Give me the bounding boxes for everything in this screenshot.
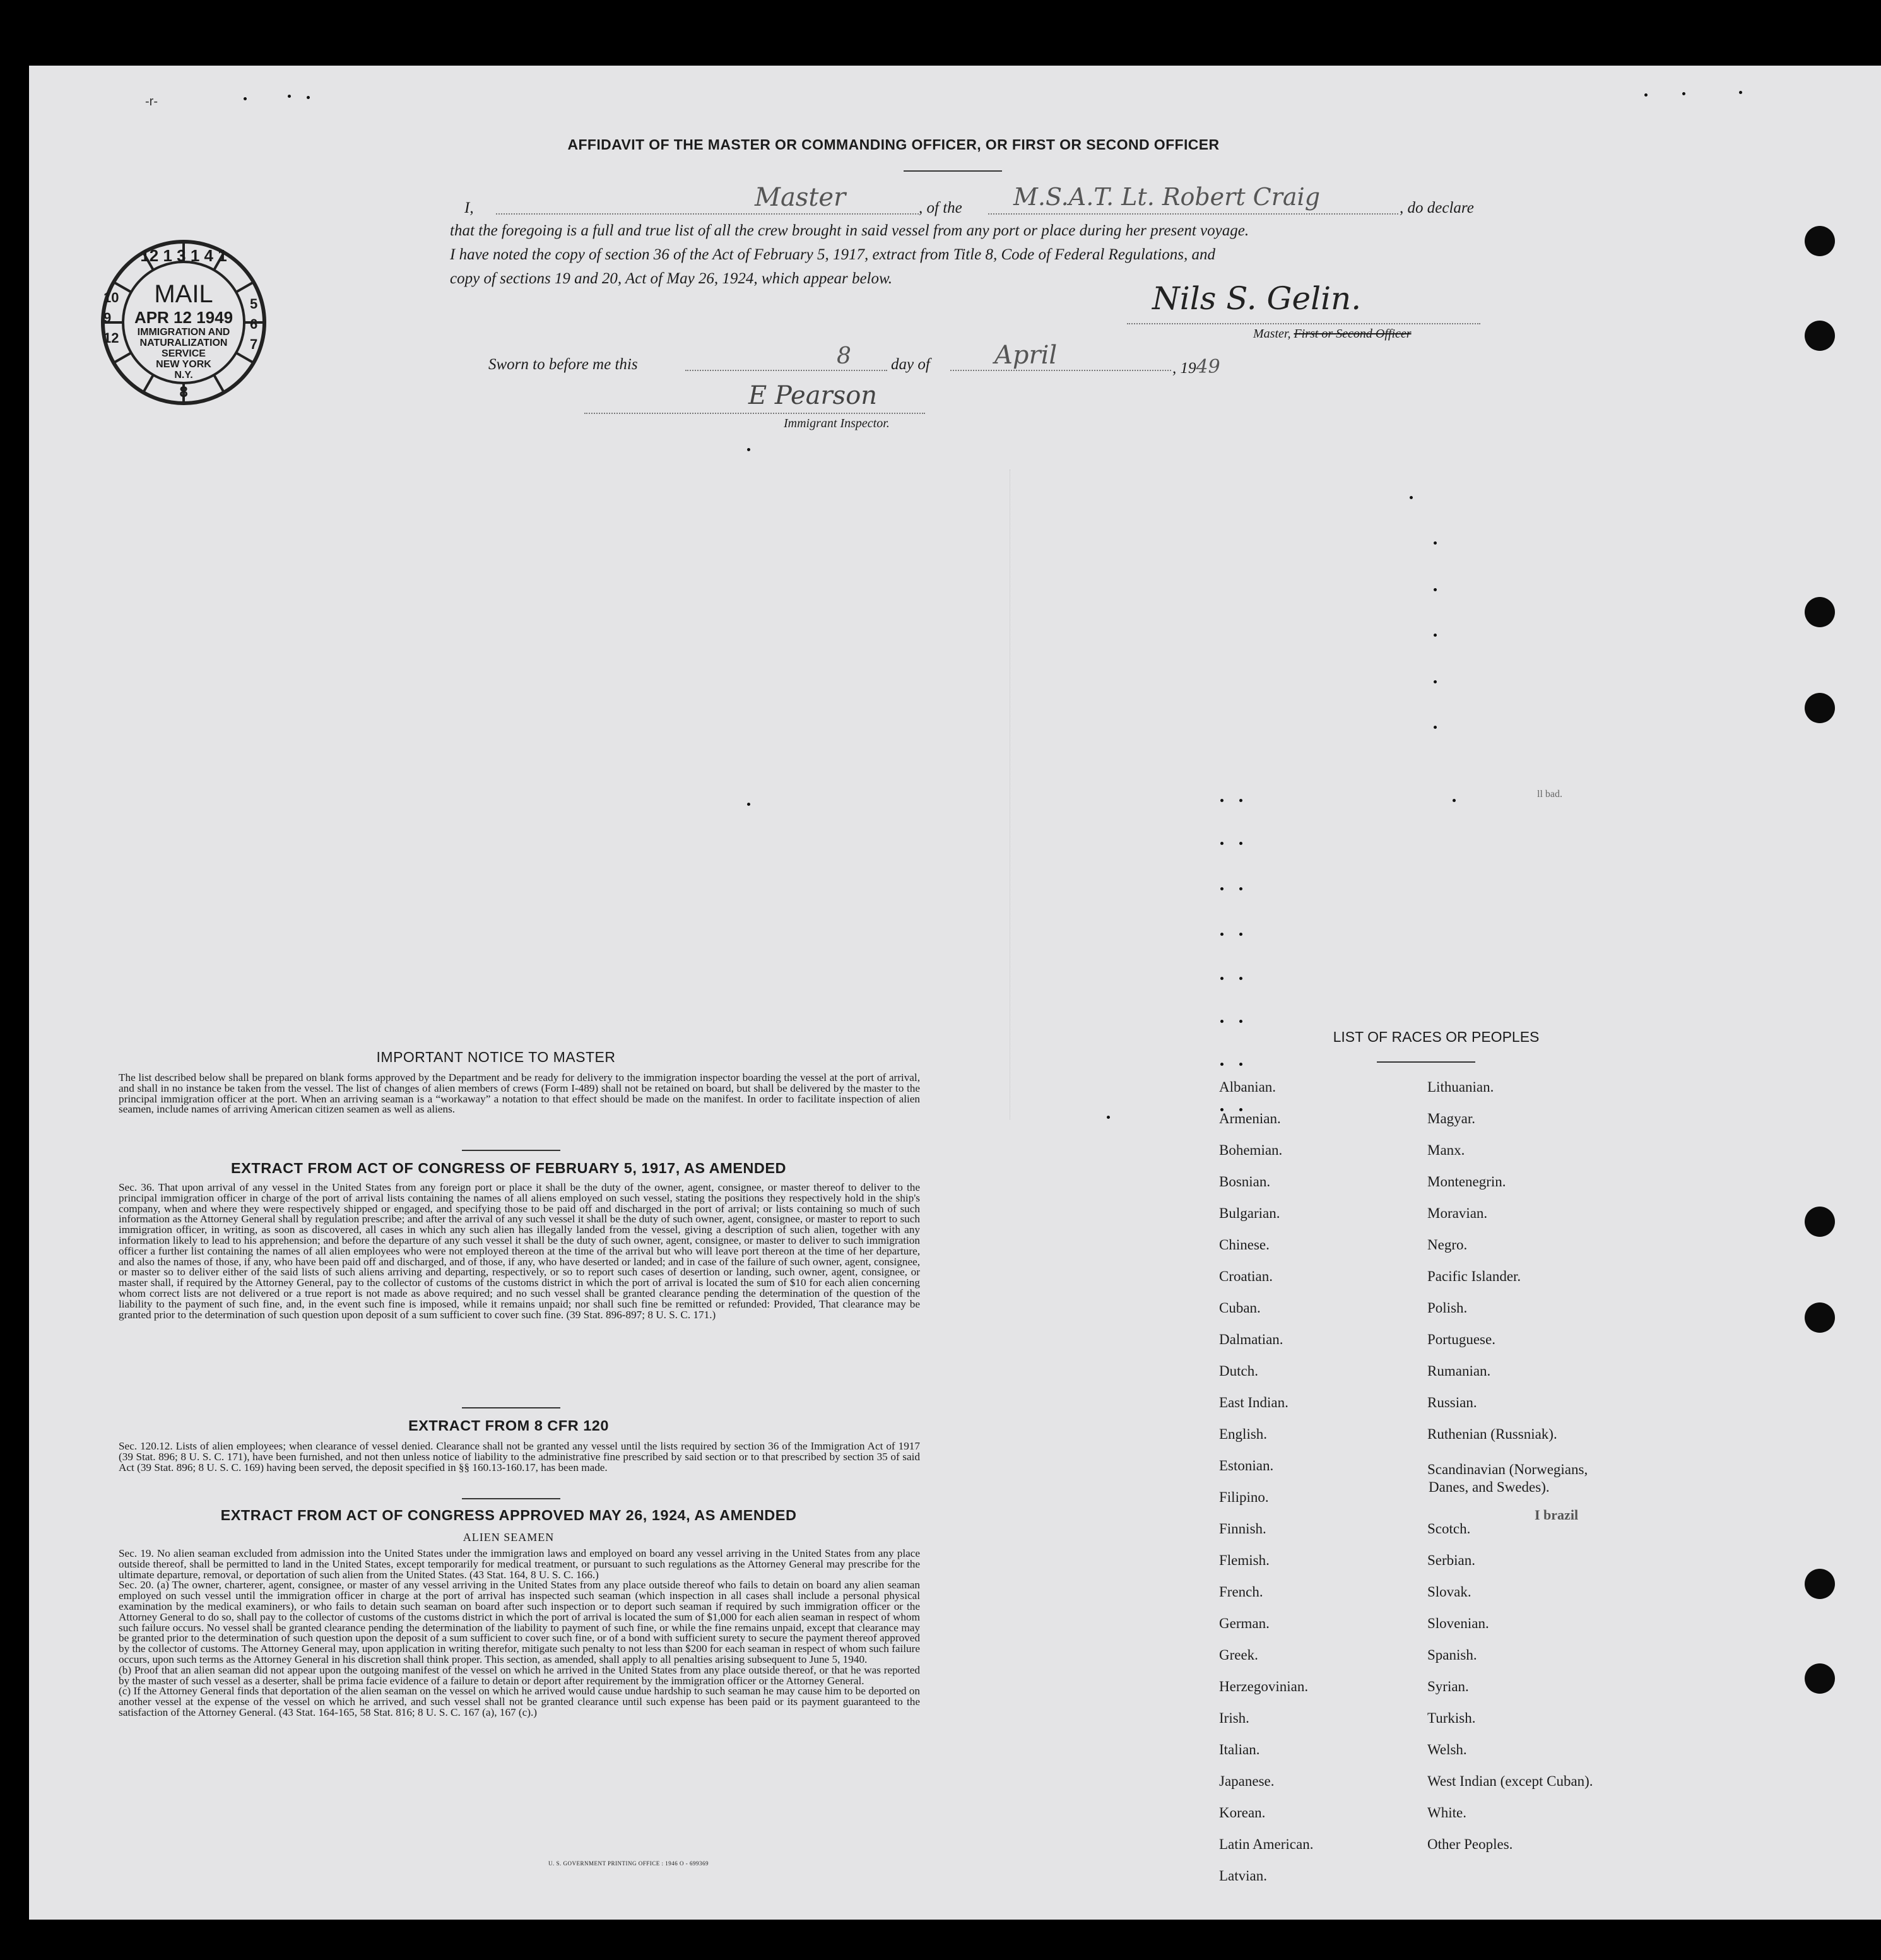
race-item: White. (1427, 1805, 1466, 1821)
speck (1682, 92, 1685, 95)
sec19-text: Sec. 19. No alien seaman excluded from admission into the United States under the immigration laws and employed on board any vessel arriving in the United States from any place outside thereof, shall be permitted to land in the United States, except temporarily for medical treatment, or pursuant to such regulations as the Attorney General may prescribe for the ultimate departure, removal, or deportation of such alien from the United States. (43 Stat. 164, 8 U. S. C. 166.) (119, 1547, 920, 1581)
punch-hole (1805, 1207, 1835, 1237)
speck (1107, 1116, 1110, 1119)
race-item: Slovak. (1427, 1584, 1471, 1600)
stamp-line4: NATURALIZATION (139, 338, 228, 348)
race-item: Russian. (1427, 1395, 1477, 1410)
race-item: French. (1219, 1584, 1263, 1600)
extract-1917-text: Sec. 36. That upon arrival of any vessel in the United States from any foreign port or place it shall be the duty of the owner, agent, consignee, or master thereof to deliver to the principal immigration officer in charge of the port of arrival lists containing the names of all aliens employed on such vessel, stating the positions they respectively hold in the ship's company, when and where they were respectively shipped or engaged, and specifying those to be paid off and discharged in the port of arrival; or lists containing so much of such information as the Attorney General shall by regulation prescribe; and after the arrival of any such vessel it shall be the duty of such owner, agent, consignee, or master to report to such immigration officer, in writing, as soon as discovered, all cases in which any such alien has illegally landed from the vessel, giving a description of such alien, together with any information likely to lead to his apprehension; and before the departure of any such vessel it shall be the duty of such owner, agent, consignee, or master to deliver to such immigration officer a further list containing the names of all alien employees who were not employed thereon at the time of the arrival but who will leave port thereon at the time of her departure, and also the names of those, if any, who have been paid off and discharged, and of those, if any, who have deserted or landed; and in case of the failure of such owner, agent, consignee, or master so to deliver either of the said lists of such aliens arriving and departing, respectively, or so to report such cases of desertion or landing, such owner, agent, consignee, or master shall, if required by the Attorney General, pay to the collector of customs of the customs district in which the port of arrival is located the sum of $10 for each alien concerning whom correct lists are not delivered or a true report is not made as above required; and no such vessel shall be granted clearance pending the determination of the question of the liability to the payment of such fine, and, in the event such fine is imposed, while it remains unpaid; nor shall such fine be remitted or refunded: Provided, That clearance may be granted prior to the determination of such question upon deposit of a sum sufficient to cover such fine. (39 Stat. 896-897; 8 U. S. C. 171.) (119, 1181, 920, 1321)
speck (1434, 634, 1437, 637)
speck (1220, 1063, 1224, 1066)
day-of-label: day of (891, 356, 930, 373)
race-item: Montenegrin. (1427, 1174, 1506, 1190)
speck (1239, 1020, 1242, 1023)
race-item: Italian. (1219, 1742, 1260, 1757)
punch-hole (1805, 1569, 1835, 1599)
extract-1924-heading: EXTRACT FROM ACT OF CONGRESS APPROVED MAY 26, 1924, AS AMENDED (220, 1507, 797, 1523)
speck (1220, 977, 1224, 980)
speck (1434, 726, 1437, 729)
race-item: Korean. (1219, 1805, 1266, 1821)
race-item: Japanese. (1219, 1773, 1275, 1789)
sec20c-text: (c) If the Attorney General finds that deportation of the alien seaman on the vessel on which he arrived would cause undue hardship to such seaman he may cause him to be deported on another vessel at the expense of the vessel on which he arrived, and such vessel shall not be granted clearance until such expense has been paid or its payment guaranteed to the satisfaction of the Attorney General. (43 Stat. 164-165, 58 Stat. 816; 8 U. S. C. 167 (a), 167 (c).) (119, 1685, 920, 1718)
printer-imprint: U. S. GOVERNMENT PRINTING OFFICE : 1946 O - 699369 (548, 1860, 709, 1867)
vessel-fill-line (988, 213, 1398, 215)
speck (1644, 93, 1648, 97)
inspector-signature: E Pearson (748, 381, 878, 410)
corner-mark: -r- (145, 95, 158, 109)
sec20a-text: Sec. 20. (a) The owner, charterer, agent, consignee, or master of any vessel arriving in the United States from any place outside thereof who fails to detain on board any alien seaman employed on such vessel until the immigration officer in charge at the port of arrival has inspected such seaman (which inspection in all cases shall include a personal physical examination by the medical examiners), or who fails to detain such seaman on board after such inspection or to deport such seaman if required by such immigration officer or the Attorney General to do so, shall pay to the collector of customs of the customs district in which the port of arrival is located the sum of $1,000 for each alien seaman in respect of whom such failure occurs. No vessel shall be granted clearance pending the determination of the liability to payment of such fine, or while the fine remains unpaid, except that clearance may be granted prior to the determination of such question upon the deposit of a sum sufficient to cover such fine, or of a bond with sufficient surety to secure the payment thereof approved by the collector of customs. The Attorney General may, upon application in writing therefor, mitigate such penalty to not less than $200 for each seaman in respect of whom such failure occurs, upon such terms as the Attorney General in his discretion shall think proper. This section, as amended, shall apply to all penalties arising subsequent to June 5, 1940. (119, 1579, 920, 1665)
race-item: Bohemian. (1219, 1142, 1283, 1158)
speck (747, 448, 750, 451)
race-item: Turkish. (1427, 1710, 1476, 1726)
race-item: Scotch. (1427, 1521, 1471, 1537)
race-item: Scandinavian (Norwegians, (1427, 1461, 1588, 1477)
race-item: Welsh. (1427, 1742, 1467, 1757)
of-the-label: , of the (919, 199, 962, 216)
extract-1924-body (119, 1549, 920, 1718)
affidavit-line3: I have noted the copy of section 36 of the Act of February 5, 1917, extract from Title 8, Code of Federal Regulations, and (450, 246, 1215, 263)
extract-cfr-text: Sec. 120.12. Lists of alien employees; when clearance of vessel denied. Clearance shall not be granted any vessel until the lists required by section 36 of the Immigration Act of 1917 (39 Stat. 896; 8 U. S. C. 171), have been furnished, and not then unless notice of liability to the administrative fine prescribed by said section or to that prescribed by section 35 of said Act (39 Stat. 896; 8 U. S. C. 169) having been served, the deposit specified in §§ 160.13-160.17, has been made. (119, 1440, 920, 1473)
sworn-label: Sworn to before me this (488, 356, 638, 373)
extract-cfr-heading: EXTRACT FROM 8 CFR 120 (408, 1417, 609, 1434)
race-item: Dutch. (1219, 1363, 1258, 1379)
bleed-note-1: ll bad. (1537, 789, 1562, 800)
race-item: Greek. (1219, 1647, 1258, 1663)
speck (244, 97, 247, 100)
year-label (1172, 356, 1220, 378)
signature-caption-struck: First or Second Officer (1294, 327, 1412, 341)
race-item: Flemish. (1219, 1552, 1270, 1568)
title-divider (904, 170, 1002, 172)
race-item: Moravian. (1427, 1205, 1488, 1221)
race-item: Chinese. (1219, 1237, 1270, 1253)
affidavit-line4: copy of sections 19 and 20, Act of May 26, 1924, which appear below. (450, 270, 893, 287)
race-item: Irish. (1219, 1710, 1249, 1726)
race-item: West Indian (except Cuban). (1427, 1773, 1593, 1789)
speck (1239, 887, 1242, 890)
race-item: Magyar. (1427, 1111, 1476, 1126)
race-item: Pacific Islander. (1427, 1268, 1521, 1284)
race-item: Spanish. (1427, 1647, 1477, 1663)
month-fill-line (950, 370, 1171, 371)
speck (307, 96, 310, 99)
stamp-line5: SERVICE (162, 348, 206, 359)
stamp-text (124, 327, 244, 381)
races-divider (1377, 1061, 1475, 1063)
notice-text: The list described below shall be prepared on blank forms approved by the Department and be ready for delivery to the immigration inspector boarding the vessel at the port of arrival, and shall in no instance be taken from the vessel. The list of changes of alien members of crews (Form I-489) shall not be retained on board, but shall be delivered by the master to the principal immigration officer at the port. When an arriving seaman is a “workaway” a notation to that effect should be made on the manifest. In order to facilitate inspection of alien seamen, include names of arriving American citizen seamen as well as aliens. (119, 1072, 920, 1116)
extract-1917-heading: EXTRACT FROM ACT OF CONGRESS OF FEBRUARY 5, 1917, AS AMENDED (230, 1160, 786, 1176)
race-item: Finnish. (1219, 1521, 1266, 1537)
year-prefix: , 19 (1172, 360, 1196, 377)
punch-hole (1805, 226, 1835, 256)
race-item: Estonian. (1219, 1458, 1274, 1473)
race-item: East Indian. (1219, 1395, 1288, 1410)
speck (747, 803, 750, 806)
day-fill-line (685, 370, 887, 371)
race-item: Bosnian. (1219, 1174, 1271, 1190)
stamp-date: APR 12 1949 (134, 308, 233, 327)
sec20b-text: (b) Proof that an alien seaman did not appear upon the outgoing manifest of the vessel on which he arrived in the United States from any place outside thereof, or that he was reported by the master of such vessel as a deserter, shall be prima facie evidence of a failure to detain or deport after requirement by the immigration officer or the Attorney General. (119, 1663, 920, 1687)
do-declare-label: , do declare (1400, 199, 1474, 216)
race-item: Cuban. (1219, 1300, 1261, 1316)
sworn-day: 8 (837, 343, 851, 369)
race-item: Armenian. (1219, 1111, 1281, 1126)
speck (1239, 799, 1242, 802)
race-item: Portuguese. (1427, 1331, 1495, 1347)
race-item: Herzegovinian. (1219, 1679, 1309, 1694)
race-item: Rumanian. (1427, 1363, 1491, 1379)
affidavit-i: I, (464, 199, 474, 216)
signature-line (1127, 323, 1480, 324)
inspector-line (584, 413, 925, 414)
punch-hole (1805, 1302, 1835, 1333)
race-item: Serbian. (1427, 1552, 1476, 1568)
stamp-right-digits: 5 6 7 (250, 296, 258, 352)
speck (1434, 541, 1437, 545)
speck (1220, 933, 1224, 936)
document-page (29, 66, 1881, 1920)
punch-hole (1805, 321, 1835, 351)
punch-hole (1805, 1663, 1835, 1694)
signature-caption-master: Master, (1253, 327, 1291, 341)
affidavit-line2: that the foregoing is a full and true list of all the crew brought in said vessel from any port or place during her present voyage. (450, 222, 1249, 239)
speck (1239, 933, 1242, 936)
race-item: German. (1219, 1615, 1270, 1631)
speck (1220, 799, 1224, 802)
speck (1239, 842, 1242, 845)
race-item: Latvian. (1219, 1868, 1267, 1884)
stamp-line6: NEW YORK (156, 359, 211, 370)
speck (1410, 496, 1413, 499)
race-item: Syrian. (1427, 1679, 1469, 1694)
race-item: Other Peoples. (1427, 1836, 1513, 1852)
affidavit-title: AFFIDAVIT OF THE MASTER OR COMMANDING OFFICER, OR FIRST OR SECOND OFFICER (567, 136, 1220, 153)
stamp-left-digits: 10 9 12 (103, 290, 119, 346)
race-item: Croatian. (1219, 1268, 1273, 1284)
alien-seamen-subheading: ALIEN SEAMEN (463, 1531, 555, 1544)
race-item: Bulgarian. (1219, 1205, 1280, 1221)
stamp-line3: IMMIGRATION AND (137, 327, 230, 338)
race-item: English. (1219, 1426, 1268, 1442)
year-handwritten: 49 (1196, 356, 1220, 378)
race-item: Albanian. (1219, 1079, 1277, 1095)
divider (462, 1407, 560, 1408)
race-item: Manx. (1427, 1142, 1465, 1158)
race-item: Lithuanian. (1427, 1079, 1494, 1095)
race-item: Negro. (1427, 1237, 1468, 1253)
sworn-month: April (994, 341, 1058, 370)
speck (1434, 588, 1437, 591)
vessel-handwritten: M.S.A.T. Lt. Robert Craig (1013, 183, 1321, 211)
stamp-line7: N.Y. (174, 370, 193, 381)
stamp-top-digits: 12 1 3 1 4 1 (140, 246, 227, 265)
race-item: Dalmatian. (1219, 1331, 1283, 1347)
notice-heading: IMPORTANT NOTICE TO MASTER (376, 1049, 616, 1065)
inspector-caption: Immigrant Inspector. (784, 416, 890, 430)
stamp-mail: MAIL (154, 280, 213, 308)
signature-caption (1253, 327, 1412, 341)
bleed-note-2: I brazil (1535, 1507, 1579, 1523)
divider (462, 1150, 560, 1151)
master-signature: Nils S. Gelin. (1152, 280, 1362, 317)
races-heading: LIST OF RACES OR PEOPLES (1333, 1029, 1540, 1045)
punch-hole (1805, 597, 1835, 627)
divider (462, 1498, 560, 1499)
speck (1453, 799, 1456, 802)
race-item: Danes, and Swedes). (1429, 1479, 1550, 1495)
punch-hole (1805, 693, 1835, 723)
speck (1739, 91, 1742, 94)
speck (1239, 1063, 1242, 1066)
speck (1220, 842, 1224, 845)
speck (1239, 977, 1242, 980)
race-item: Ruthenian (Russniak). (1427, 1426, 1557, 1442)
mail-stamp (98, 237, 269, 408)
speck (1220, 887, 1224, 890)
speck (288, 95, 291, 98)
speck (1220, 1020, 1224, 1023)
master-handwritten: Master (755, 183, 846, 212)
race-item: Slovenian. (1427, 1615, 1489, 1631)
race-item: Latin American. (1219, 1836, 1314, 1852)
speck (1434, 680, 1437, 683)
name-fill-line (496, 213, 919, 215)
race-item: Filipino. (1219, 1489, 1269, 1505)
stamp-bottom-digits: 8 (179, 384, 188, 401)
race-item: Polish. (1427, 1300, 1468, 1316)
